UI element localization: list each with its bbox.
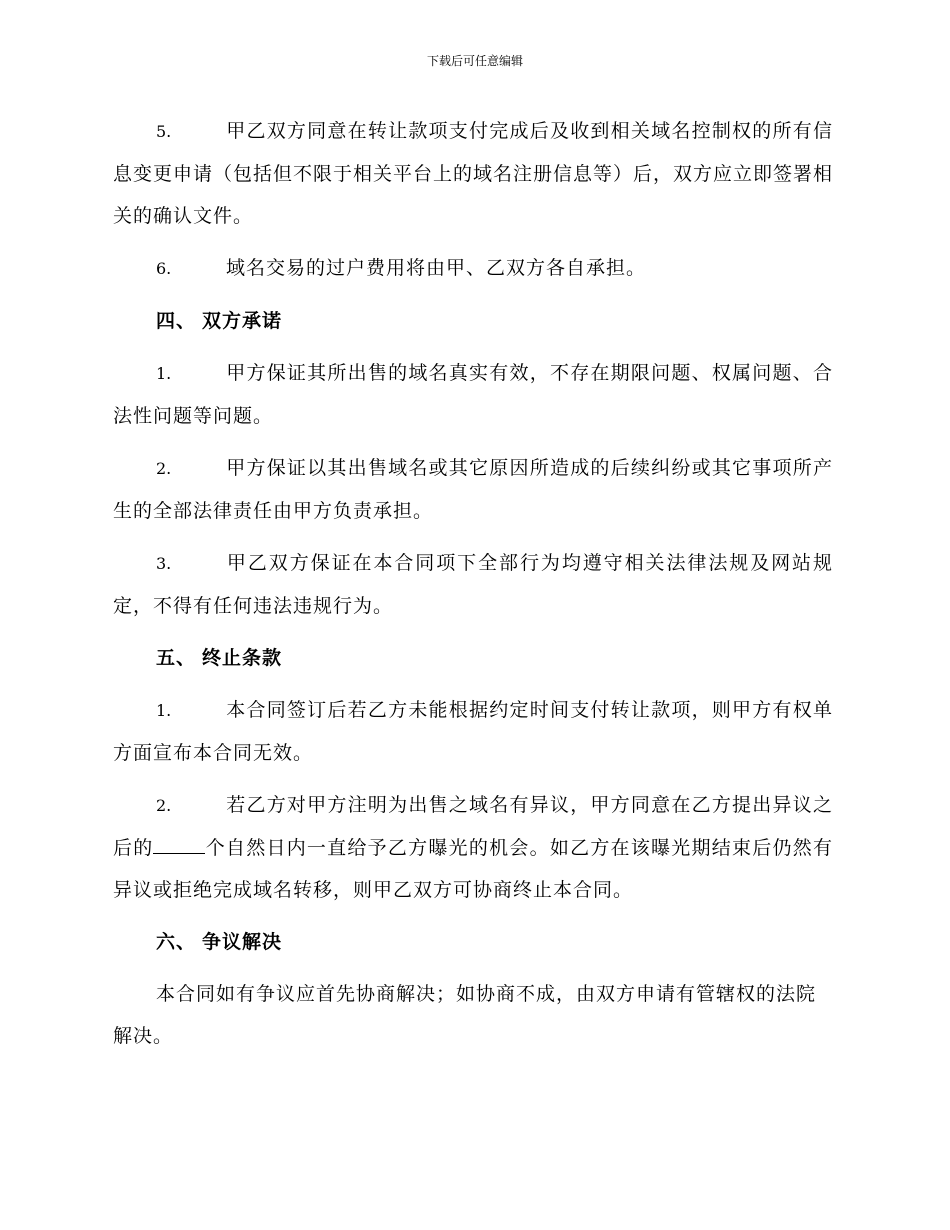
- section-number: 四、: [156, 310, 197, 332]
- clause-number: 1.: [156, 364, 172, 383]
- clause-3-6: [113, 247, 833, 290]
- section-number: 五、: [156, 647, 197, 669]
- clause-number: 2.: [156, 459, 172, 478]
- fill-in-blank: [153, 837, 205, 854]
- clause-text: 域名交易的过户费用将由甲、乙双方各自承担。: [226, 257, 647, 279]
- dispute-resolution-text: 本合同如有争议应首先协商解决；如协商不成，由双方申请有管辖权的法院解决。: [113, 983, 817, 1047]
- clause-4-2: [113, 447, 833, 532]
- section-heading-6: [113, 921, 833, 963]
- document-body: [113, 110, 833, 1067]
- section-title: 争议解决: [202, 931, 283, 953]
- clause-text: 本合同签订后若乙方未能根据约定时间支付转让款项，则甲方有权单方面宣布本合同无效。: [113, 699, 833, 764]
- clause-text: 甲方保证其所出售的域名真实有效，不存在期限问题、权属问题、合法性问题等问题。: [113, 362, 833, 427]
- page-header: 下载后可任意编辑: [426, 54, 523, 68]
- clause-number: 5.: [156, 122, 172, 141]
- clause-text-before-blank: 若乙方对甲方注明为出售之域名有异议，甲方同意在乙方提出异议之后的: [113, 794, 833, 859]
- clause-5-2: [113, 784, 833, 911]
- clause-5-1: [113, 689, 833, 774]
- clause-number: 2.: [156, 796, 172, 815]
- clause-number: 3.: [156, 554, 172, 573]
- section-heading-5: [113, 637, 833, 679]
- section-number: 六、: [156, 931, 197, 953]
- section-title: 终止条款: [202, 647, 283, 669]
- clause-text: 甲乙双方同意在转让款项支付完成后及收到相关域名控制权的所有信息变更申请（包括但不限于相关平台上的域名注册信息等）后，双方应立即签署相关的确认文件。: [113, 120, 834, 227]
- section-title: 双方承诺: [202, 310, 283, 332]
- clause-3-5: [113, 110, 833, 237]
- section-heading-4: [113, 300, 833, 342]
- clause-text: 甲方保证以其出售域名或其它原因所造成的后续纠纷或其它事项所产生的全部法律责任由甲方负责承担。: [113, 457, 833, 522]
- clause-4-3: [113, 542, 833, 627]
- clause-4-1: [113, 352, 833, 437]
- clause-text: 甲乙双方保证在本合同项下全部行为均遵守相关法律法规及网站规定，不得有任何违法违规行为。: [113, 552, 833, 617]
- clause-text-after-blank: 个自然日内一直给予乙方曝光的机会。如乙方在该曝光期结束后仍然有异议或拒绝完成域名转移，则甲乙双方可协商终止本合同。: [113, 837, 833, 901]
- clause-number: 6.: [156, 259, 172, 278]
- clause-number: 1.: [156, 701, 172, 720]
